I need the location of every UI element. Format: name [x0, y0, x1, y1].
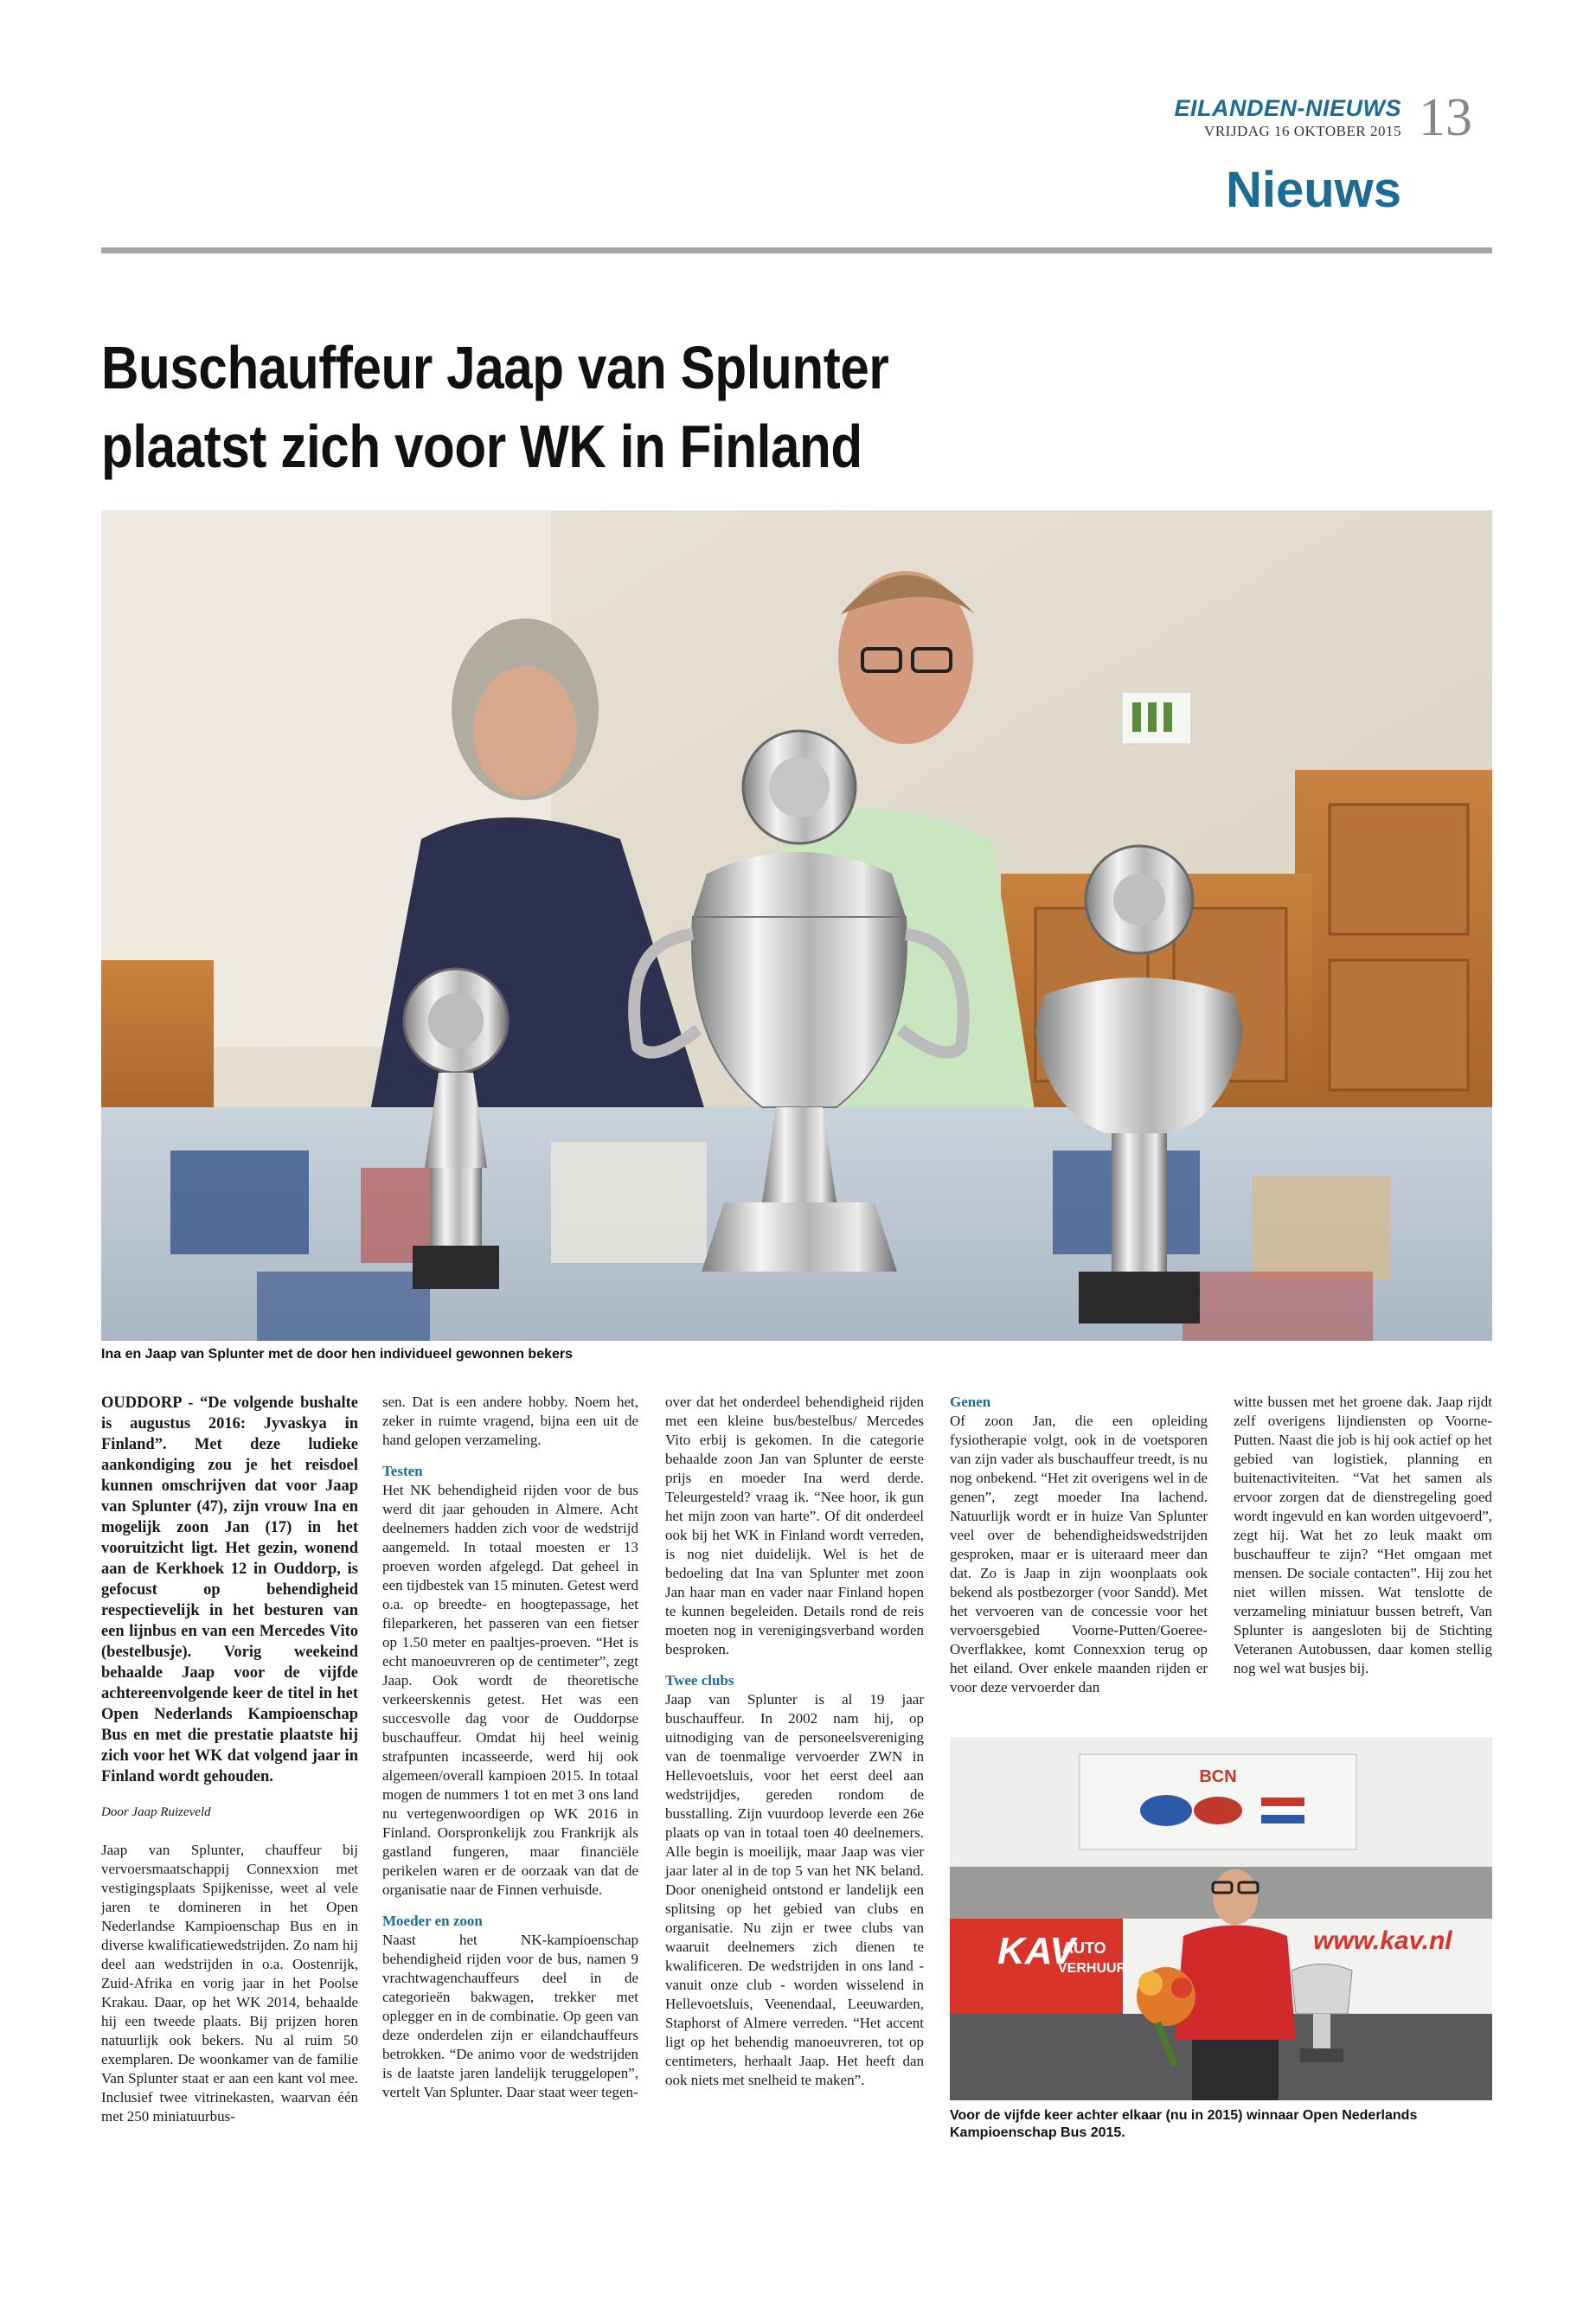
article-column-5	[1234, 1393, 1492, 1678]
truck-logo-line-1: AUTO	[1062, 1939, 1106, 1957]
main-photo-illustration	[101, 510, 1492, 1341]
column-4-genen-body: Of zoon Jan, die een opleiding fysiotherapie volgt, ook in de voetsporen van zijn vader als buschauffeur treedt, is nu nog onbekend. “Het zit overigens wel in de genen”, zegt moeder Ina lachend. Natuurlijk wordt er in huize Van Splunter veel over de behendigheidswedstrijden gesproken, maar er is uiteraard meer dan dat. Zo is Jaap in zijn woonplaats ook bekend als postbezorger (voor Sandd). Met het vervoeren van de concessie voor het vervoersgebied Voorne-Putten/Goeree-Overflakkee, komt Connexxion terug op het eiland. Over enkele maanden rijden er voor deze vervoerder dan	[950, 1413, 1208, 1695]
secondary-photo-caption: Voor de vijfde keer achter elkaar (nu in 2015) winnaar Open Nederlands Kampioenschap Bus 2015.	[950, 2108, 1418, 2140]
article-column-3	[665, 1393, 924, 2090]
column-2-intro: sen. Dat is een andere hobby. Noem het, zeker in ruimte vragend, bijna een uit de hand gelopen verzameling.	[382, 1394, 638, 1448]
column-1-body: Jaap van Splunter, chauffeur bij vervoersmaatschappij Connexxion met vestigingsplaats Spijkenisse, weet al vele jaren te domineren in het Open Nederlandse Kampioenschap Bus en in diverse kwalificatiewedstrijden. Zo nam hij deel aan wedstrijden in o.a. Oostenrijk, Zuid-Afrika en vorig jaar in het Poolse Krakau. Daar, op het WK 2014, behaalde hij een tweede plaats. Bij prijzen horen natuurlijk ook bekers. Nu al ruim 50 exemplaren. De woonkamer van de familie Van Splunter staat er aan een kant vol mee. Inclusief twee vitrinekasten, waarvan één met 250 miniatuurbus-	[101, 1842, 358, 2125]
subheading-testen: Testen	[382, 1463, 423, 1479]
article-lead: OUDDORP - “De volgende bushalte is augustus 2016: Jyvaskya in Finland”. Met deze ludieke aankondiging zou je het reisdoel kunnen omschrijven dat voor Jaap van Splunter (47), zijn vrouw Ina en mogelijk zoon Jan (17) in het vooruitzicht ligt. Het gezin, wonend aan de Kerkhoek 12 in Ouddorp, is gefocust op behendigheid respectievelijk in het besturen van een lijnbus en van een Mercedes Vito (bestelbusje). Vorig weekeind behaalde Jaap voor de vijfde achtereenvolgende keer de titel in het Open Nederlands Kampioenschap Bus en met die prestatie plaatste hij zich voor het WK dat volgend jaar in Finland wordt gehouden.	[101, 1394, 358, 1785]
column-5-body: witte bussen met het groene dak. Jaap rijdt zelf overigens lijndiensten op Voorne-Putten. Naast die job is hij ook actief op het gebied van logistiek, planning en buitenactiviteiten. “Vat het samen als ervoor zorgen dat de dienstregeling goed wordt ingevuld en kan worden uitgevoerd”, zegt hij. Wat het zo leuk maakt om buschauffeur te zijn? “Het omgaan met mensen. De sociale contacten”. Hij zou het niet willen missen. Wat tenslotte de verzameling miniatuur bussen betreft, Van Splunter is aangesloten bij de Stichting Veteranen Autobussen, daar komen stellig nog wel wat busjes bij.	[1234, 1394, 1492, 1676]
paper-name: EILANDEN-NIEUWS	[1174, 95, 1401, 121]
main-photo	[101, 510, 1492, 1341]
header-rule	[101, 247, 1492, 253]
truck-badge-text: BCN	[1199, 1767, 1237, 1786]
truck-brand-logo: KAV	[997, 1930, 1075, 1972]
subheading-twee-clubs: Twee clubs	[665, 1672, 734, 1689]
article-column-1	[101, 1393, 358, 2126]
subheading-genen: Genen	[950, 1394, 991, 1410]
article-column-2	[382, 1393, 638, 2102]
section-title: Nieuws	[1225, 162, 1401, 218]
secondary-photo	[950, 1737, 1492, 2100]
column-2-moeder-body: Naast het NK-kampioenschap behendigheid rijden voor de bus, namen 9 vrachtwagenchauffeurs deel in de categorieën bakwagen, trekker met oplegger en in de combinatie. Op geen van deze onderdelen zijn er eilandchauffeurs betrokken. “De animo voor de wedstrijden is de laatste jaren landelijk teruggelopen”, vertelt Van Splunter. Daar staat weer tegen-	[382, 1932, 638, 2100]
article-byline: Door Jaap Ruizeveld	[101, 1805, 211, 1819]
truck-photo-illustration	[950, 1737, 1492, 2100]
headline-line-1: Buschauffeur Jaap van Splunter	[101, 334, 889, 401]
truck-logo-line-2: VERHUUR	[1058, 1961, 1127, 1976]
headline	[101, 329, 1068, 486]
article-column-4	[950, 1393, 1208, 1697]
column-3-intro: over dat het onderdeel behendigheid rijden met een kleine bus/bestelbus/ Mercedes Vito erbij is gekomen. In die categorie behaalde zoon Jan van Splunter de eerste prijs en moeder Ina werd derde. Teleurgesteld? vraag ik. “Nee hoor, ik gun het mijn zoon van harte”. Of dit onderdeel ook bij het WK in Finland wordt verreden, is nog niet duidelijk. Wel is het de bedoeling dat Ina van Splunter met zoon Jan haar man en vader naar Finland hopen te kunnen begeleiden. Details rond de reis moeten nog in verenigingsverband worden besproken.	[665, 1394, 924, 1657]
column-2-testen-body: Het NK behendigheid rijden voor de bus werd dit jaar gehouden in Almere. Acht deelnemers hadden zich voor de wedstrijd aangemeld. In totaal moesten er 13 proeven worden afgelegd. Dat geheel in een tijdbestek van 15 minuten. Getest werd o.a. op breedte- en hoogtepassage, het fileparkeren, het passeren van een fietser op 1.50 meter en paaltjes-proeven. “Het is echt manoeuvreren op de centimeter”, zegt Jaap. Ook wordt de theoretische verkeerskennis getest. Het was een succesvolle dag voor de Ouddorpse buschauffeur. Omdat hij heel weinig strafpunten incasseerde, werd hij ook algemeen/overall kampioen 2015. In totaal mogen de nummers 1 tot en met 3 ons land nu vertegenwoordigen op WK 2016 in Finland. Oorspronkelijk zou Frankrijk als gastland fungeren, maar financiële perikelen waren er de oorzaak van dat de organisatie naar de Finnen verhuisde.	[382, 1482, 638, 1898]
headline-line-2: plaatst zich voor WK in Finland	[101, 413, 862, 480]
page-number: 13	[1419, 88, 1472, 147]
column-3-twee-clubs-body: Jaap van Splunter is al 19 jaar buschauffeur. In 2002 nam hij, op uitnodiging van de personeelsvereniging van de toenmalige vervoerder ZWN in Hellevoetsluis, voor het eerst deel aan wedstrijdjes, gereden rondom de busstalling. Zijn vuurdoop leverde een 26e plaats op van in totaal toen 40 deelnemers. Alle begin is moeilijk, maar Jaap was vier jaar later al in de top 5 van het NK beland. Door onenigheid ontstond er landelijk een splitsing op het gebied van clubs en organisatie. Nu zijn er twee clubs van waaruit deelnemers zich dienen te kwalificeren. De wedstrijden in ons land - vanuit onze club - worden wisselend in Hellevoetsluis, Veenendaal, Leeuwarden, Staphorst of Almere verreden. “Het accent ligt op het behendig manoeuvreren, tot op centimeters, herhaalt Jaap. Het heeft dan ook niets met snelheid te maken”.	[665, 1691, 924, 2088]
issue-date: VRIJDAG 16 OKTOBER 2015	[1204, 123, 1401, 139]
truck-url-text: www.kav.nl	[1313, 1926, 1452, 1955]
subheading-moeder-en-zoon: Moeder en zoon	[382, 1913, 483, 1929]
masthead	[1116, 95, 1401, 142]
main-photo-caption: Ina en Jaap van Splunter met de door hen individueel gewonnen bekers	[101, 1347, 574, 1362]
